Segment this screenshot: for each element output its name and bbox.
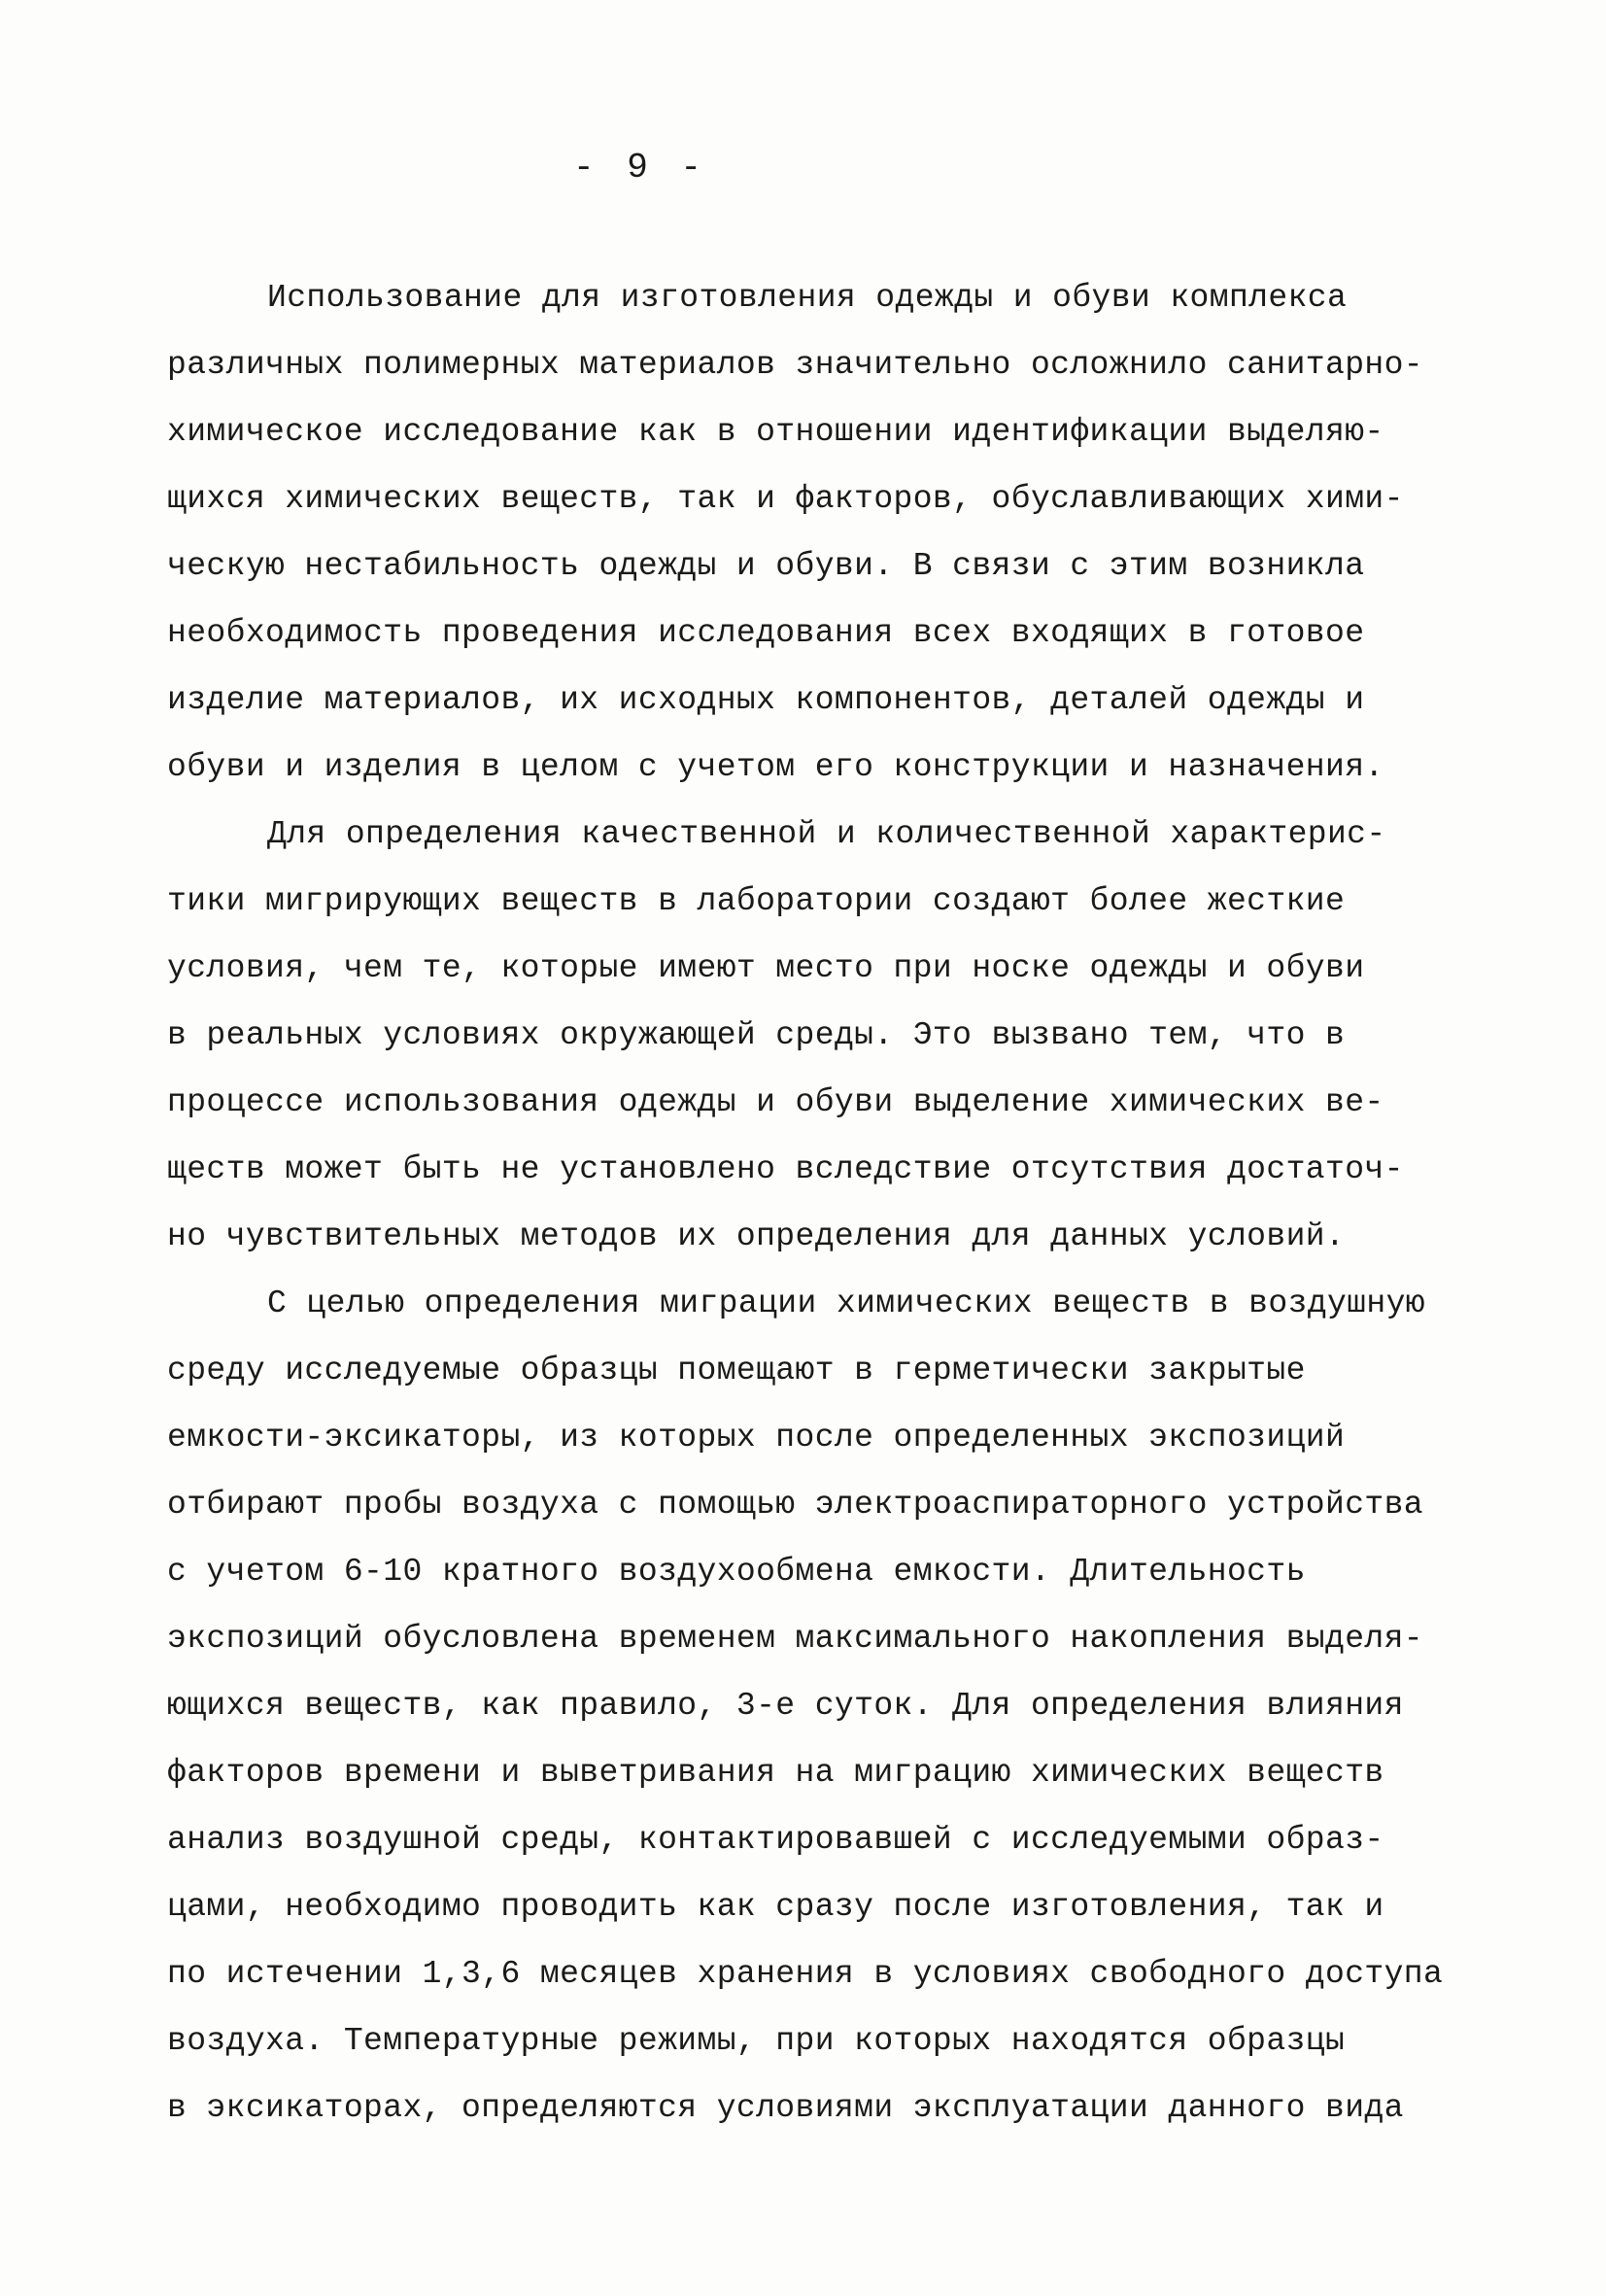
- text-line: С целью определения миграции химических веществ в воздушную: [267, 1285, 1425, 1321]
- text-line: изделие материалов, их исходных компонентов, деталей одежды и: [167, 682, 1365, 718]
- text-line: обуви и изделия в целом с учетом его конструкции и назначения.: [167, 749, 1384, 785]
- text-line: по истечении 1,3,6 месяцев хранения в условиях свободного доступа: [167, 1956, 1444, 1992]
- body-text: [167, 264, 1508, 2142]
- text-line: но чувствительных методов их определения для данных условий.: [167, 1218, 1346, 1254]
- text-line: емкости-эксикаторы, из которых после определенных экспозиций: [167, 1420, 1346, 1456]
- text-line: цами, необходимо проводить как сразу после изготовления, так и: [167, 1889, 1384, 1925]
- paragraph-2: [167, 801, 1508, 1270]
- text-line: в реальных условиях окружающей среды. Это вызвано тем, что в: [167, 1017, 1346, 1053]
- text-line: ческую нестабильность одежды и обуви. В связи с этим возникла: [167, 548, 1365, 584]
- text-line: различных полимерных материалов значительно осложнило санитарно-: [167, 347, 1424, 383]
- text-line: в эксикаторах, определяются условиями эксплуатации данного вида: [167, 2090, 1404, 2126]
- text-line: факторов времени и выветривания на миграцию химических веществ: [167, 1755, 1384, 1791]
- text-line: отбирают пробы воздуха с помощью электроаспираторного устройства: [167, 1487, 1424, 1523]
- text-line: Для определения качественной и количественной характерис-: [267, 816, 1386, 852]
- text-line: тики мигрирующих веществ в лаборатории создают более жесткие: [167, 883, 1346, 919]
- text-line: анализ воздушной среды, контактировавшей с исследуемыми образ-: [167, 1822, 1384, 1858]
- paragraph-3: [167, 1270, 1508, 2142]
- text-line: среду исследуемые образцы помещают в герметически закрытые: [167, 1353, 1306, 1388]
- paragraph-1: [167, 264, 1508, 801]
- page-number: - 9 -: [573, 148, 708, 188]
- text-line: химическое исследование как в отношении идентификации выделяю-: [167, 414, 1384, 450]
- text-line: ществ может быть не установлено вследствие отсутствия достаточ-: [167, 1151, 1404, 1187]
- text-line: Использование для изготовления одежды и обуви комплекса: [267, 280, 1348, 316]
- text-line: процессе использования одежды и обуви выделение химических ве-: [167, 1084, 1384, 1120]
- text-line: ющихся веществ, как правило, 3-е суток. Для определения влияния: [167, 1688, 1404, 1724]
- text-line: с учетом 6-10 кратного воздухообмена емкости. Длительность: [167, 1554, 1306, 1590]
- text-line: экспозиций обусловлена временем максимального накопления выделя-: [167, 1621, 1424, 1657]
- text-line: воздуха. Температурные режимы, при которых находятся образцы: [167, 2023, 1346, 2059]
- text-line: щихся химических веществ, так и факторов, обуславливающих хими-: [167, 481, 1404, 517]
- text-line: условия, чем те, которые имеют место при носке одежды и обуви: [167, 950, 1365, 986]
- text-line: необходимость проведения исследования всех входящих в готовое: [167, 615, 1365, 651]
